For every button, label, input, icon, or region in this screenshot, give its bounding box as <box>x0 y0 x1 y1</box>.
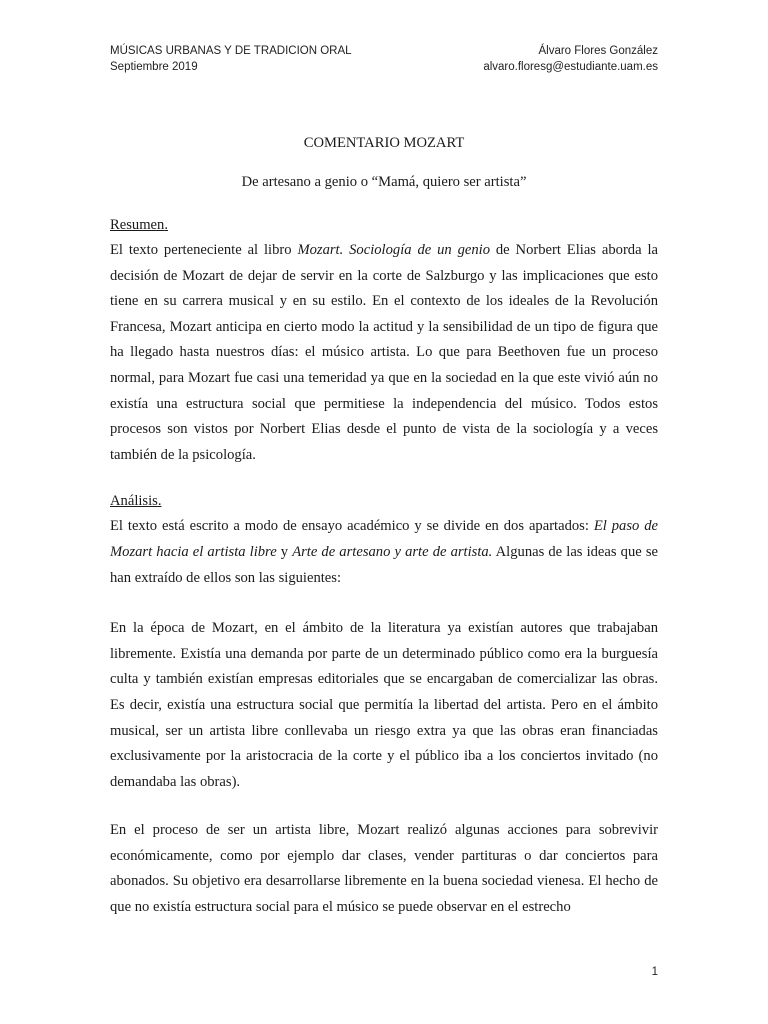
section-title-2: Arte de artesano y arte de artista. <box>292 543 493 560</box>
analisis-paragraph-2: En la época de Mozart, en el ámbito de la literatura ya existían autores que trabajaban libremente. Existía una demanda por parte de un determinado público como era la burguesía culta y también existían empresas editoriales que se encargaban de comercializar las obras. Es decir, existía una estructura social que permitía la libertad del artista. Pero en el ámbito musical, ser un artista libre conllevaba un riesgo extra ya que las obras eran financiadas exclusivamente por la aristocracia de la corte y el público iba a los conciertos invitado (no demandaba las obras). <box>110 620 658 790</box>
section-heading-analisis <box>110 488 658 514</box>
resumen-heading-text: Resumen <box>110 217 165 233</box>
analisis-p1-start: El texto está escrito a modo de ensayo académico y se divide en dos apartados: <box>110 518 594 535</box>
analisis-p1-mid: y <box>276 543 293 560</box>
document-title: COMENTARIO MOZART <box>303 135 465 151</box>
header-left <box>110 43 352 75</box>
resumen-paragraph <box>110 238 658 468</box>
author-email: alvaro.floresg@estudiante.uam.es <box>483 61 658 73</box>
header-right <box>483 43 658 75</box>
document-body <box>110 131 658 921</box>
course-name: MÚSICAS URBANAS Y DE TRADICION ORAL <box>110 45 352 57</box>
page-number: 1 <box>651 966 658 978</box>
author-name: Álvaro Flores González <box>538 45 658 57</box>
book-title: Mozart. Sociología de un genio <box>297 242 490 258</box>
section-heading-resumen <box>110 212 658 238</box>
resumen-text-start: El texto perteneciente al libro <box>110 242 298 258</box>
analisis-p1-rest: Algunas de las ideas que se han extraído de ellos son las siguientes: <box>110 543 659 586</box>
analisis-paragraph-1 <box>110 514 658 591</box>
analisis-paragraph-3: En el proceso de ser un artista libre, Mozart realizó algunas acciones para sobrevivir económicamente, como por ejemplo dar clases, vender partituras o dar conciertos para abonados. Su objetivo era desarrollarse libremente en la buena sociedad vienesa. El hecho de que no existía estructura social para el músico se puede observar en el estrecho <box>110 822 658 916</box>
section-title-1: El paso de Mozart hacia el artista libre <box>110 518 658 560</box>
analisis-heading-text: Análisis <box>110 493 158 510</box>
analisis-heading-dot: . <box>157 493 162 510</box>
resumen-text-rest: de Norbert Elias aborda la decisión de Mozart de dejar de servir en la corte de Salzburgo y las implicaciones que esto tiene en su carrera musical y en su estilo. En el contexto de los ideales de la Revolución Francesa, Mozart anticipa en cierto modo la actitud y la sensibilidad de un tipo de figura que ha llegado hasta nuestros días: el músico artista. Lo que para Beethoven fue un proceso normal, para Mozart fue casi una temeridad ya que en la sociedad en la que este vivió aún no existía una estructura social que permitiese la independencia del músico. Todos estos procesos son vistos por Norbert Elias desde el punto de vista de la sociología y a veces también de la psicología. <box>110 242 658 463</box>
document-subtitle: De artesano a genio o “Mamá, quiero ser artista” <box>241 174 527 190</box>
header-date: Septiembre 2019 <box>110 61 198 73</box>
resumen-heading-dot: . <box>164 217 168 233</box>
